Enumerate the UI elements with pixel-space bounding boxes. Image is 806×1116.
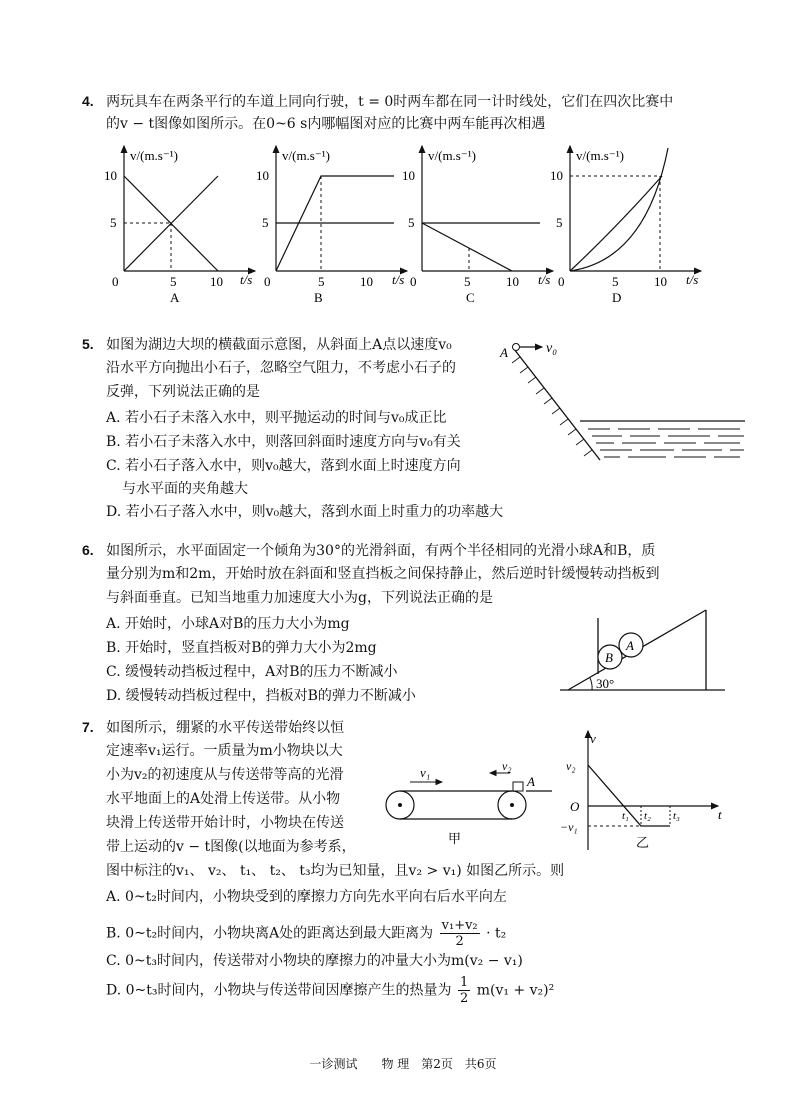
q4d-xtick-5: 5 <box>612 274 619 289</box>
q7-option-b-denominator: 2 <box>455 934 464 949</box>
q4a-xtick-5: 5 <box>170 274 177 289</box>
q6-angle-arc <box>590 678 592 690</box>
q4a-origin: 0 <box>112 274 119 289</box>
q4a-xtick-10: 10 <box>210 274 223 289</box>
q5-option-c-text-2: 与水平面的夹角越大 <box>122 481 248 497</box>
q7-t1-tick: t₁ <box>622 810 629 822</box>
q4b-xtick-10: 10 <box>360 274 373 289</box>
q4a-ytick-5: 5 <box>110 215 117 230</box>
q7-option-b-numerator: v₁+v₂ <box>441 918 478 933</box>
q4c-line-decel <box>422 223 512 271</box>
q7-origin: O <box>570 799 580 814</box>
q7-point-a: A <box>527 774 535 789</box>
q4b-origin: 0 <box>264 274 271 289</box>
q4-line1 <box>82 91 673 112</box>
q6-option-d-text: D. 缓慢转动挡板过程中，挡板对B的弹力不断减小 <box>106 688 416 704</box>
q5-line1 <box>82 334 452 355</box>
q6-text-1: 如图所示，水平面固定一个倾角为30°的光滑斜面，有两个半径相同的光滑小球A和B，质 <box>106 543 656 559</box>
q5-line3 <box>106 382 260 402</box>
q7-option-d-fraction <box>458 975 470 1006</box>
q7-option-d[interactable] <box>106 975 554 1006</box>
q7-line4 <box>106 789 340 809</box>
q7-block-v2: v₂ <box>502 759 512 773</box>
q6-option-b[interactable] <box>106 638 377 658</box>
q5-text-1: 如图为湖边大坝的横截面示意图，从斜面上A点以速度v₀ <box>106 337 452 353</box>
q5-velocity-label: v₀ <box>546 341 558 356</box>
q7-t3-tick: t₃ <box>673 810 680 822</box>
q7-line2 <box>106 741 343 761</box>
q4c-axis-y: v/(m.s⁻¹) <box>428 148 476 163</box>
q6-line1 <box>82 540 655 561</box>
q5-option-a-text: A. 若小石子未落入水中，则平抛运动的时间与v₀成正比 <box>106 410 447 426</box>
q4d-curve-convex <box>570 176 662 271</box>
q7-option-d-denominator: 2 <box>459 991 469 1006</box>
q7-line7 <box>106 861 564 881</box>
q6-ball-b-label: B <box>605 650 613 665</box>
q7-caption-jia: 甲 <box>448 831 462 846</box>
q7-text-6: 带上运动的v − t图像(以地面为参考系， <box>106 839 356 855</box>
q4c-origin: 0 <box>410 274 417 289</box>
q6-option-d[interactable] <box>106 686 416 706</box>
q4d-axis-x: t/s <box>686 272 699 287</box>
q7-option-d-numerator: 1 <box>459 975 469 990</box>
q4b-axis-x: t/s <box>392 272 405 287</box>
q6-option-c[interactable] <box>106 662 398 682</box>
q7-line6 <box>106 837 356 857</box>
q4a-ytick-10: 10 <box>104 168 117 183</box>
q5-dam-figure <box>500 335 750 470</box>
q4d-origin: 0 <box>558 274 565 289</box>
q7-caption-yi: 乙 <box>636 835 650 850</box>
q7-option-d-tail: m(v₁ + v₂)² <box>476 982 555 999</box>
q6-line3 <box>106 588 493 608</box>
q7-option-a[interactable] <box>106 887 507 907</box>
q5-number: 5. <box>82 336 94 352</box>
q4a-axis-x: t/s <box>240 272 253 287</box>
q5-option-d[interactable] <box>106 502 503 522</box>
q7-text-3: 小为v₂的初速度从与传送带等高的光滑 <box>106 767 344 783</box>
q4a-axis-y: v/(m.s⁻¹) <box>130 148 178 163</box>
q5-option-c[interactable] <box>106 456 461 476</box>
q7-belt-v1: v₁ <box>420 765 431 780</box>
q4-line2 <box>106 114 545 134</box>
q7-belt-figure <box>380 760 555 855</box>
q4d-ytick-10: 10 <box>550 168 563 183</box>
q4d-xtick-10: 10 <box>654 274 667 289</box>
q7-option-a-text: A. 0~t₂时间内，小物块受到的摩擦力方向先水平向右后水平向左 <box>106 889 507 905</box>
q6-incline-figure <box>560 600 730 700</box>
q5-slope <box>514 349 600 460</box>
q5-option-a[interactable] <box>106 408 447 428</box>
q4d-ytick-5: 5 <box>556 215 563 230</box>
q7-option-b-text: B. 0~t₂时间内，小物块离A处的距离达到最大距离为 <box>106 925 434 942</box>
q7-option-b-fraction <box>440 918 480 949</box>
q7-text-7: 图中标注的v₁、 v₂、 t₁、 t₂、 t₃均为已知量，且v₂ > v₁) 如图乙所示。则 <box>106 863 565 879</box>
q4c-xtick-10: 10 <box>506 274 519 289</box>
q7-line5 <box>106 813 344 833</box>
q7-axis-v-label: v <box>590 731 596 746</box>
q7-block <box>513 782 523 791</box>
q6-text-3: 与斜面垂直。已知当地重力加速度大小为g，下列说法正确的是 <box>106 590 493 606</box>
q5-text-3: 反弹，下列说法正确的是 <box>106 384 260 400</box>
q7-axis-t-label: t <box>718 807 722 822</box>
q7-line3 <box>106 765 344 785</box>
q7-text-4: 水平地面上的A处滑上传送带。从小物 <box>106 791 341 807</box>
q7-text-1: 如图所示，绷紧的水平传送带始终以恒 <box>106 720 345 736</box>
q4c-axis-x: t/s <box>538 272 551 287</box>
q7-text-5: 块滑上传送带开始计时，小物块在传送 <box>106 815 344 831</box>
q4-text-1: 两玩具车在两条平行的车道上同向行驶，t = 0时两车都在同一计时线处，它们在四次比赛中 <box>106 94 674 110</box>
q4c-xtick-5: 5 <box>464 274 471 289</box>
q7-option-b[interactable] <box>106 918 506 949</box>
q4-number: 4. <box>82 93 94 109</box>
q6-option-b-text: B. 开始时，竖直挡板对B的弹力大小为2mg <box>106 640 377 656</box>
q5-water-waves <box>588 429 744 457</box>
q4c-label: C <box>466 290 475 305</box>
q7-number: 7. <box>82 719 94 735</box>
q4d-label: D <box>612 290 622 305</box>
q4b-axis-y: v/(m.s⁻¹) <box>282 148 330 163</box>
q5-text-2: 沿水平方向抛出小石子，忽略空气阻力，不考虑小石子的 <box>106 360 456 376</box>
q5-point-a: A <box>500 345 508 360</box>
q7-option-c-text: C. 0~t₃时间内，传送带对小物块的摩擦力的冲量大小为m(v₂ − v₁) <box>106 953 523 969</box>
q7-option-c[interactable] <box>106 951 523 971</box>
q6-number: 6. <box>82 542 94 558</box>
q5-option-c-cont <box>122 479 248 499</box>
q7-option-b-tail: · t₂ <box>486 925 507 942</box>
q6-option-c-text: C. 缓慢转动挡板过程中，A对B的压力不断减小 <box>106 664 398 680</box>
q4-graph-d <box>536 140 716 305</box>
q5-line2 <box>106 358 456 378</box>
q4-text-2: 的v − t图像如图所示。在0~6 s内哪幅图对应的比赛中两车能再次相遇 <box>106 116 546 132</box>
q5-stone <box>513 344 520 351</box>
q7-neg-v1-tick: −v₁ <box>560 820 578 834</box>
q4c-ytick-10: 10 <box>402 168 415 183</box>
q4b-ytick-5: 5 <box>262 215 269 230</box>
q4c-ytick-5: 5 <box>408 215 415 230</box>
page-footer: 一诊测试 物 理 第2页 共6页 <box>309 1057 497 1071</box>
q7-option-d-text: D. 0~t₃时间内，小物块与传送带间因摩擦产生的热量为 <box>106 982 452 999</box>
q7-text-2: 定速率v₁运行。一质量为m小物块以大 <box>106 743 343 759</box>
q6-ball-a-label: A <box>626 638 634 653</box>
q5-option-c-text: C. 若小石子落入水中，则v₀越大，落到水面上时速度方向 <box>106 458 461 474</box>
q5-slope-hatch <box>512 357 592 456</box>
q4d-axis-y: v/(m.s⁻¹) <box>576 148 624 163</box>
q5-option-d-text: D. 若小石子落入水中，则v₀越大，落到水面上时重力的功率越大 <box>106 504 504 520</box>
q4a-label: A <box>170 290 180 305</box>
q6-option-a-text: A. 开始时，小球A对B的压力大小为mg <box>106 616 350 632</box>
q5-option-b[interactable] <box>106 432 461 452</box>
q6-angle-label: 30° <box>596 676 615 691</box>
q7-vt-graph <box>560 725 735 855</box>
q4b-xtick-5: 5 <box>318 274 325 289</box>
q4d-curve-concave <box>570 148 668 271</box>
q4b-ytick-10: 10 <box>256 168 269 183</box>
q4b-label: B <box>314 290 323 305</box>
q6-option-a[interactable] <box>106 614 350 634</box>
q7-vt-line <box>588 765 670 826</box>
q6-line2 <box>106 564 659 584</box>
q5-option-b-text: B. 若小石子未落入水中，则落回斜面时速度方向与v₀有关 <box>106 434 461 450</box>
q7-v2-tick: v₂ <box>566 759 576 773</box>
q7-line1 <box>82 717 344 738</box>
q6-text-2: 量分别为m和2m，开始时放在斜面和竖直挡板之间保持静止，然后逆时针缓慢转动挡板到 <box>106 566 660 582</box>
q7-t2-tick: t₂ <box>644 810 651 822</box>
